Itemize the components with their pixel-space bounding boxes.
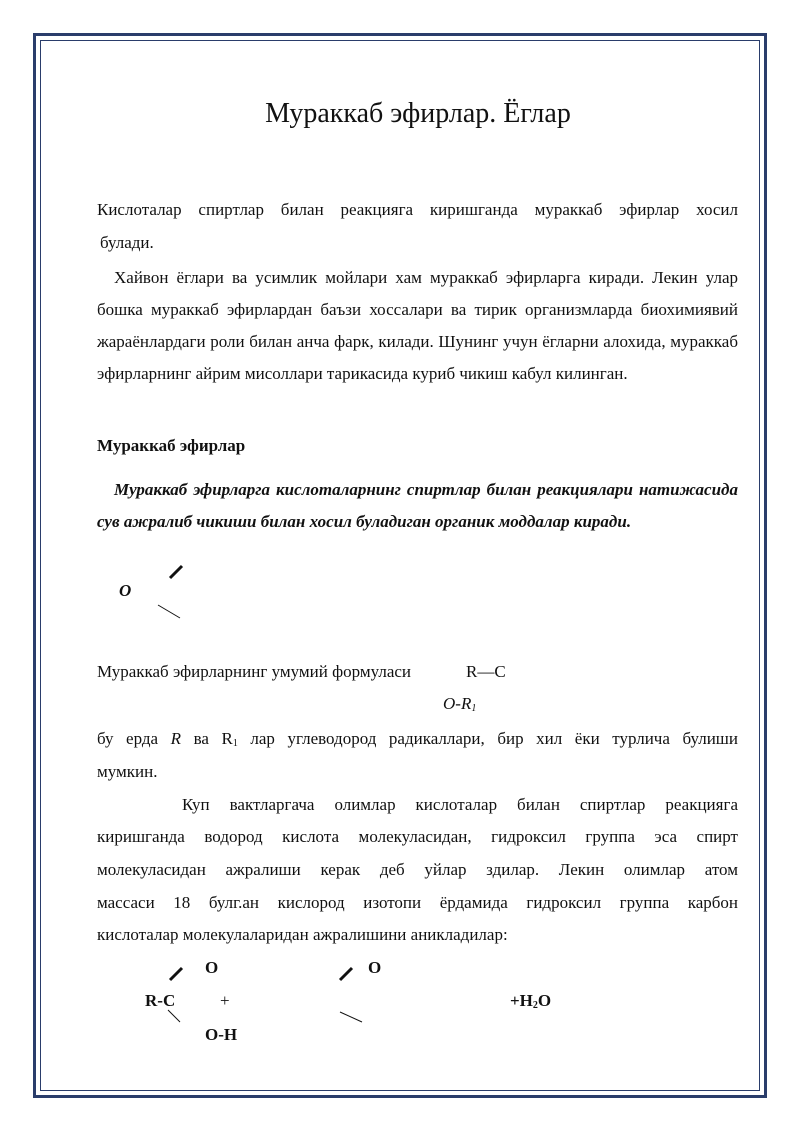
double-bond-stroke: [170, 566, 182, 578]
history-line-1: Куп вактларгача олимлар кислоталар билан спиртлар реакцияга: [182, 795, 738, 814]
general-formula-text: Мураккаб эфирларнинг умумий формуласи: [97, 662, 412, 681]
radicals-r: R: [170, 729, 182, 748]
reaction-acid-rc: R-C: [145, 991, 176, 1010]
history-line-2: киришганда водород кислота молекуласидан, гидроксил группа эса спирт: [97, 827, 738, 846]
water-h: +H: [510, 991, 533, 1010]
reaction-water: [510, 991, 551, 1011]
radicals-line-1: [97, 729, 738, 749]
fats-paragraph: Хайвон ёглари ва усимлик мойлари хам мураккаб эфирларга киради. Лекин улар бошка мураккаб эфирлардан баъзи хоссалари ва тирик организмларда биохимиявий жараёнлардаги роли билан анча фарк, килади. Шунинг учун ёгларни алохида, мураккаб эфирларнинг айрим мисоллари тарикасида куриб чикиш кабул килинган.: [97, 268, 738, 383]
reaction-oxygen-product: O: [368, 958, 382, 977]
intro-line-1: Кислоталар спиртлар билан реакцияга киришганда мураккаб эфирлар хосил: [97, 200, 738, 219]
section-heading: Мураккаб эфирлар: [97, 436, 246, 455]
radicals-text-2: ва R: [181, 729, 233, 748]
radicals-subscript: 1: [232, 738, 238, 749]
history-line-4: массаси 18 булг.ан кислород изотопи ёрдамида гидроксил группа карбон: [97, 893, 738, 912]
definition-paragraph: Мураккаб эфирларга кислоталарнинг спиртлар билан реакциялари натижасида сув ажралиб чикиши билан хосил буладиган органик моддалар киради.: [97, 480, 738, 531]
single-bond-stroke: [158, 605, 180, 618]
intro-line-2: булади.: [100, 233, 154, 252]
document-title: Мураккаб эфирлар. Ёглар: [265, 98, 571, 129]
history-line-5: кислоталар молекулаларидан ажралишини аникладилар:: [97, 925, 508, 944]
radicals-line-2: мумкин.: [97, 762, 158, 781]
water-subscript: 2: [532, 1000, 538, 1011]
reaction-oxygen-acid: O: [205, 958, 219, 977]
acid-double-bond-stroke: [170, 968, 182, 980]
reaction-hydroxyl: O-H: [205, 1025, 238, 1044]
radicals-text-3: лар углеводород радикаллари, бир хил ёки турлича булиши: [237, 729, 738, 748]
general-formula-rc: R—C: [466, 662, 506, 681]
or-subscript: 1: [471, 703, 477, 714]
radicals-text-1: бу ерда: [97, 729, 171, 748]
history-line-3: молекуласидан ажралиши керак деб уйлар здилар. Лекин олимлар атом: [97, 860, 738, 879]
reaction-plus: +: [220, 991, 230, 1010]
acid-single-bond-stroke: [168, 1010, 180, 1022]
general-formula-or: [443, 694, 476, 714]
water-o: O: [537, 991, 552, 1010]
or-main: O-R: [443, 694, 472, 713]
product-double-bond-stroke: [340, 968, 352, 980]
product-single-bond-stroke: [340, 1012, 362, 1022]
formula-oxygen-label: O: [119, 581, 132, 600]
